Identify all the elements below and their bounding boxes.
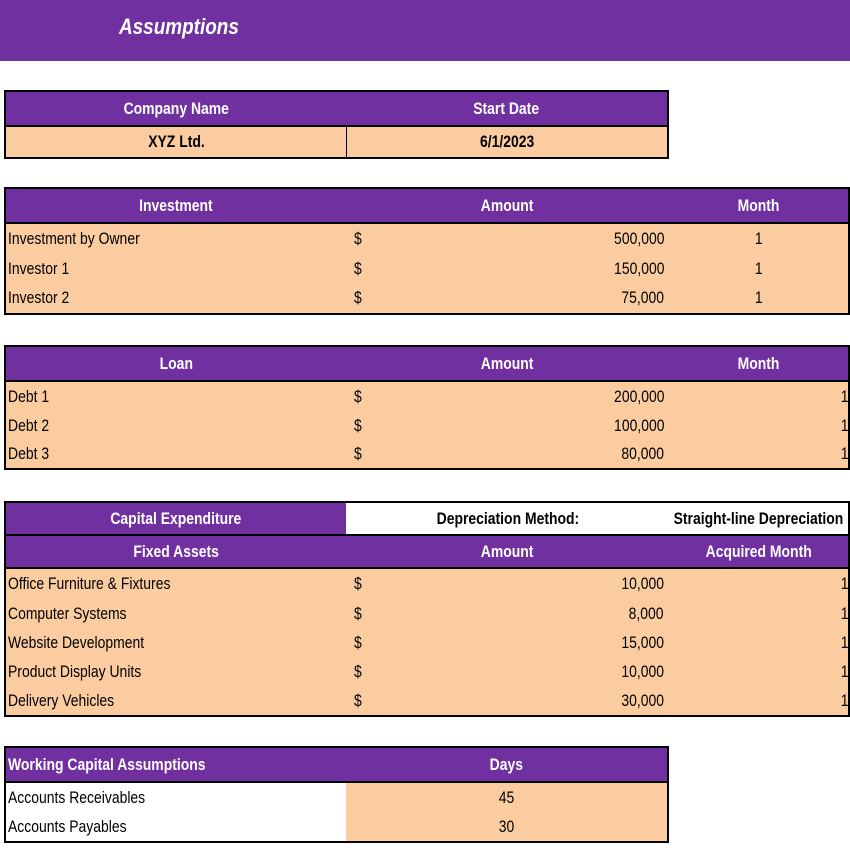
- header-month: Month: [737, 353, 780, 373]
- currency-symbol: $: [354, 258, 362, 278]
- table-row: [6, 382, 848, 411]
- amount-cell[interactable]: 100,000: [613, 415, 664, 435]
- loan-header-row: [6, 347, 848, 380]
- capex-title: Capital Expenditure: [6, 503, 346, 534]
- amount-cell[interactable]: 8,000: [629, 603, 664, 623]
- company-data-row: [6, 127, 667, 157]
- amount-cell[interactable]: 500,000: [613, 229, 664, 248]
- amount-cell[interactable]: 10,000: [621, 661, 664, 681]
- currency-symbol: $: [354, 661, 362, 681]
- month-cell[interactable]: 1: [840, 632, 848, 652]
- table-row: [6, 783, 667, 812]
- row-label[interactable]: Computer Systems: [8, 603, 127, 623]
- row-label[interactable]: Delivery Vehicles: [8, 690, 115, 710]
- capex-title-row: [6, 503, 848, 534]
- investment-header-row: [6, 189, 848, 222]
- row-label[interactable]: Investment by Owner: [8, 229, 140, 248]
- company-name-cell[interactable]: XYZ Ltd.: [147, 132, 205, 151]
- loan-body: [6, 382, 848, 468]
- header-days: Days: [489, 754, 524, 774]
- working-capital-header-row: [6, 748, 667, 781]
- amount-cell[interactable]: 10,000: [621, 574, 664, 593]
- table-row: [6, 599, 848, 628]
- capex-header-row: [6, 536, 848, 567]
- start-date-cell[interactable]: 6/1/2023: [479, 132, 535, 151]
- currency-symbol: $: [354, 690, 362, 710]
- investment-body: [6, 224, 848, 313]
- table-row: [6, 686, 848, 715]
- header-amount: Amount: [481, 353, 534, 373]
- currency-symbol: $: [354, 229, 362, 248]
- currency-symbol: $: [354, 574, 362, 593]
- table-row: [6, 411, 848, 440]
- header-acquired-month: Acquired Month: [705, 541, 812, 561]
- header-start-date: Start Date: [473, 98, 540, 118]
- table-row: [6, 628, 848, 657]
- month-cell[interactable]: 1: [754, 258, 763, 278]
- amount-cell[interactable]: 30,000: [621, 690, 664, 710]
- depreciation-method-value[interactable]: Straight-line Depreciation: [669, 503, 848, 534]
- days-cell[interactable]: 45: [346, 783, 667, 812]
- row-label[interactable]: Office Furniture & Fixtures: [8, 574, 171, 593]
- amount-cell[interactable]: 150,000: [613, 258, 664, 278]
- amount-cell[interactable]: 200,000: [613, 386, 664, 406]
- month-cell[interactable]: 1: [840, 603, 848, 623]
- table-row: [6, 657, 848, 686]
- month-cell[interactable]: 1: [840, 574, 848, 593]
- capex-body: [6, 569, 848, 715]
- month-cell[interactable]: 1: [840, 444, 848, 463]
- depreciation-method-label: Depreciation Method:: [346, 503, 669, 534]
- header-investment: Investment: [139, 195, 213, 215]
- header-amount: Amount: [481, 541, 534, 561]
- days-cell[interactable]: 30: [346, 812, 667, 841]
- row-label[interactable]: Debt 3: [8, 444, 50, 463]
- table-row: [6, 224, 848, 254]
- title-banner: [0, 0, 850, 61]
- row-label[interactable]: Debt 2: [8, 415, 50, 435]
- header-working-capital: Working Capital Assumptions: [8, 754, 206, 774]
- working-capital-body: [6, 783, 667, 841]
- month-cell[interactable]: 1: [754, 229, 763, 248]
- row-label: Accounts Receivables: [6, 783, 346, 812]
- header-fixed-assets: Fixed Assets: [133, 541, 219, 561]
- row-label: Accounts Payables: [6, 812, 346, 841]
- company-table: [4, 90, 669, 159]
- table-row: [6, 440, 848, 468]
- amount-cell[interactable]: 75,000: [621, 288, 664, 307]
- month-cell[interactable]: 1: [840, 386, 848, 406]
- row-label[interactable]: Debt 1: [8, 386, 50, 406]
- row-label[interactable]: Website Development: [8, 632, 145, 652]
- currency-symbol: $: [354, 444, 362, 463]
- table-row: [6, 283, 848, 313]
- capex-table: [4, 501, 850, 717]
- month-cell[interactable]: 1: [840, 661, 848, 681]
- row-label[interactable]: Investor 1: [8, 258, 70, 278]
- month-cell[interactable]: 1: [840, 415, 848, 435]
- loan-table: [4, 345, 850, 470]
- table-row: [6, 569, 848, 599]
- company-header-row: [6, 92, 667, 125]
- currency-symbol: $: [354, 415, 362, 435]
- month-cell[interactable]: 1: [754, 288, 763, 307]
- amount-cell[interactable]: 80,000: [621, 444, 664, 463]
- month-cell[interactable]: 1: [840, 690, 848, 710]
- table-row: [6, 812, 667, 841]
- investment-table: [4, 187, 850, 315]
- header-company-name: Company Name: [123, 98, 229, 118]
- currency-symbol: $: [354, 632, 362, 652]
- header-loan: Loan: [159, 353, 193, 373]
- row-label[interactable]: Product Display Units: [8, 661, 142, 681]
- currency-symbol: $: [354, 288, 362, 307]
- header-amount: Amount: [481, 195, 534, 215]
- page-title: Assumptions: [119, 14, 239, 39]
- currency-symbol: $: [354, 603, 362, 623]
- working-capital-table: [4, 746, 669, 843]
- currency-symbol: $: [354, 386, 362, 406]
- row-label[interactable]: Investor 2: [8, 288, 70, 307]
- amount-cell[interactable]: 15,000: [621, 632, 664, 652]
- header-month: Month: [737, 195, 780, 215]
- table-row: [6, 254, 848, 283]
